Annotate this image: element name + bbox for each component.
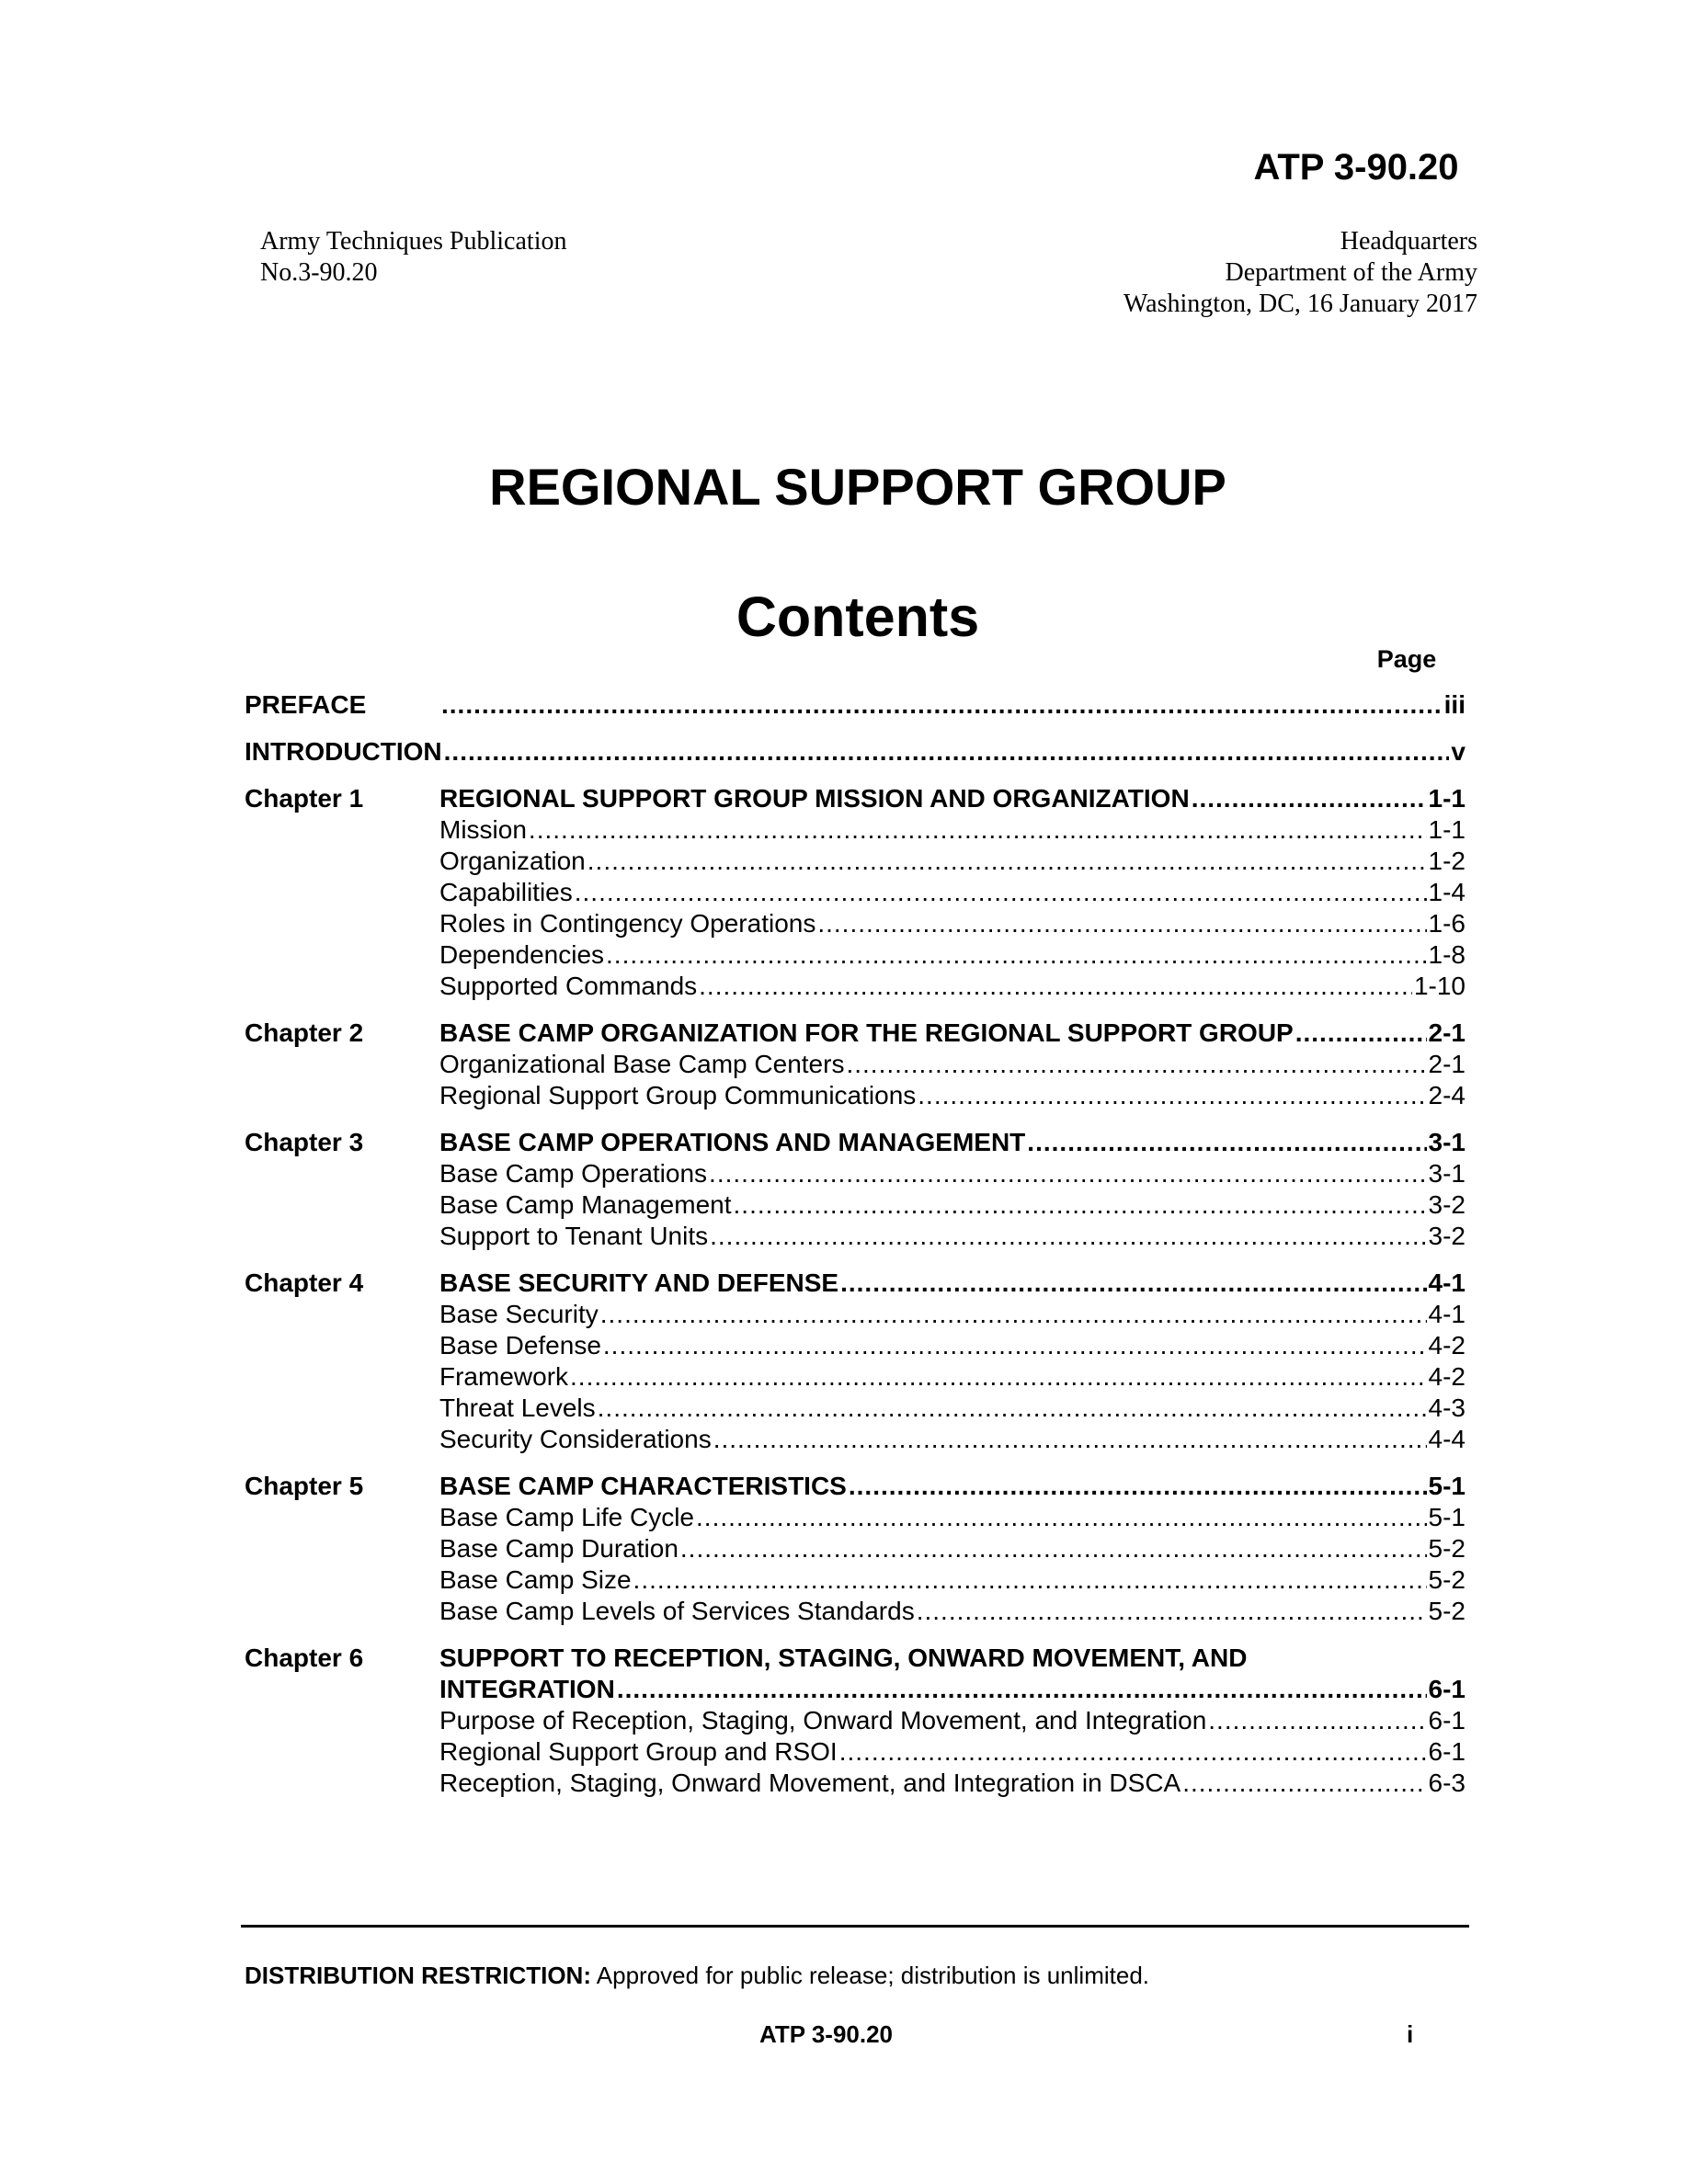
toc-entry[interactable] <box>245 1189 1466 1221</box>
entry-page: 4-2 <box>1428 1362 1466 1391</box>
dot-leader <box>600 1299 1427 1330</box>
headquarters-label: Headquarters <box>1340 227 1477 256</box>
dot-leader <box>1027 1127 1426 1158</box>
entry-title: Base Camp Management <box>439 1190 732 1219</box>
toc-chapter-3 <box>245 1127 1466 1252</box>
entry-title: Threat Levels <box>439 1393 596 1422</box>
chapter-heading[interactable] <box>245 1127 1466 1158</box>
entry-title: Reception, Staging, Onward Movement, and Integration in DSCA <box>439 1769 1181 1797</box>
page-column-label: Page <box>1376 645 1437 673</box>
toc-entry[interactable] <box>245 1361 1466 1393</box>
entry-page: 1-2 <box>1428 847 1466 875</box>
toc-entry[interactable] <box>245 1221 1466 1252</box>
dot-leader <box>587 846 1427 877</box>
toc-entry[interactable] <box>245 1705 1466 1736</box>
dot-leader <box>849 1471 1427 1502</box>
contents-heading: Contents <box>736 586 980 648</box>
toc-preface[interactable] <box>245 689 1466 721</box>
dot-leader <box>917 1596 1427 1627</box>
toc-label: INTRODUCTION <box>245 737 442 766</box>
publication-number: No.3-90.20 <box>260 258 378 287</box>
entry-title: Regional Support Group and RSOI <box>439 1737 838 1766</box>
entry-title: Mission <box>439 815 527 844</box>
entry-page: 3-2 <box>1428 1190 1466 1219</box>
chapter-label: Chapter 4 <box>245 1268 364 1297</box>
chapter-heading-line1[interactable] <box>245 1643 1466 1674</box>
table-of-contents <box>245 689 1466 1814</box>
entry-page: 5-1 <box>1428 1503 1466 1531</box>
dot-leader <box>734 1189 1427 1221</box>
entry-title: Base Camp Size <box>439 1565 632 1594</box>
toc-entry[interactable] <box>245 908 1466 939</box>
chapter-page: 6-1 <box>1428 1675 1466 1703</box>
entry-page: 5-2 <box>1428 1565 1466 1594</box>
dot-leader <box>710 1221 1426 1252</box>
distribution-text: Approved for public release; distribution is unlimited. <box>596 1962 1149 1989</box>
distribution-restriction <box>245 1962 1149 1990</box>
dot-leader <box>1208 1705 1426 1736</box>
toc-label: PREFACE <box>245 690 367 719</box>
dot-leader <box>713 1424 1427 1455</box>
entry-page: 1-8 <box>1428 940 1466 969</box>
entry-title: Base Security <box>439 1300 599 1328</box>
toc-entry[interactable] <box>245 846 1466 877</box>
dot-leader <box>699 971 1412 1002</box>
entry-title: Base Camp Duration <box>439 1534 679 1563</box>
entry-title: Organizational Base Camp Centers <box>439 1050 845 1078</box>
dot-leader <box>441 689 1443 721</box>
chapter-label: Chapter 2 <box>245 1018 364 1047</box>
chapter-title: BASE CAMP CHARACTERISTICS <box>439 1472 847 1500</box>
toc-page: v <box>1451 737 1466 766</box>
dot-leader <box>846 1049 1426 1080</box>
dot-leader <box>575 877 1427 908</box>
chapter-heading[interactable] <box>245 1268 1466 1299</box>
toc-chapter-4 <box>245 1268 1466 1455</box>
toc-entry[interactable] <box>245 939 1466 971</box>
chapter-page: 5-1 <box>1428 1472 1466 1500</box>
entry-page: 1-1 <box>1428 815 1466 844</box>
entry-page: 3-2 <box>1428 1222 1466 1250</box>
toc-introduction[interactable] <box>245 736 1466 768</box>
dot-leader <box>840 1268 1426 1299</box>
toc-entry[interactable] <box>245 1080 1466 1111</box>
chapter-title-line1: SUPPORT TO RECEPTION, STAGING, ONWARD MOVEMENT, AND <box>439 1644 1248 1672</box>
footer-page-number: i <box>1407 2020 1414 2048</box>
entry-title: Security Considerations <box>439 1425 712 1453</box>
entry-page: 6-1 <box>1428 1737 1466 1766</box>
entry-page: 5-2 <box>1428 1597 1466 1625</box>
chapter-label: Chapter 5 <box>245 1472 364 1500</box>
dot-leader <box>1192 783 1427 814</box>
chapter-title: BASE CAMP OPERATIONS AND MANAGEMENT <box>439 1128 1026 1156</box>
entry-title: Purpose of Reception, Staging, Onward Movement, and Integration <box>439 1706 1207 1735</box>
toc-entry[interactable] <box>245 1049 1466 1080</box>
entry-page: 1-4 <box>1428 878 1466 906</box>
entry-title: Base Camp Life Cycle <box>439 1503 695 1531</box>
footer-divider <box>241 1925 1469 1928</box>
chapter-title-line2: INTEGRATION <box>439 1675 615 1703</box>
entry-page: 4-2 <box>1428 1331 1466 1359</box>
entry-page: 4-3 <box>1428 1393 1466 1422</box>
dot-leader <box>529 814 1427 846</box>
dot-leader <box>839 1736 1427 1768</box>
dot-leader <box>1182 1768 1426 1799</box>
entry-title: Capabilities <box>439 878 573 906</box>
chapter-page: 3-1 <box>1428 1128 1466 1156</box>
location-date: Washington, DC, 16 January 2017 <box>1123 290 1477 318</box>
toc-entry[interactable] <box>245 1768 1466 1799</box>
dot-leader <box>598 1393 1427 1424</box>
publication-info <box>260 226 566 289</box>
entry-page: 2-4 <box>1428 1081 1466 1109</box>
chapter-page: 4-1 <box>1428 1268 1466 1297</box>
document-title: REGIONAL SUPPORT GROUP <box>489 458 1226 516</box>
publication-id: ATP 3-90.20 <box>1253 147 1459 188</box>
entry-page: 1-6 <box>1428 909 1466 938</box>
entry-title: Regional Support Group Communications <box>439 1081 917 1109</box>
dot-leader <box>617 1674 1427 1705</box>
dot-leader <box>680 1533 1427 1564</box>
chapter-label: Chapter 3 <box>245 1128 364 1156</box>
entry-title: Supported Commands <box>439 972 698 1000</box>
chapter-heading[interactable] <box>245 1471 1466 1502</box>
dot-leader <box>1295 1018 1427 1049</box>
entry-page: 2-1 <box>1428 1050 1466 1078</box>
entry-page: 1-10 <box>1413 972 1466 1000</box>
chapter-title: REGIONAL SUPPORT GROUP MISSION AND ORGANIZATION <box>439 784 1190 813</box>
chapter-title: BASE CAMP ORGANIZATION FOR THE REGIONAL SUPPORT GROUP <box>439 1018 1294 1047</box>
entry-title: Base Camp Levels of Services Standards <box>439 1597 915 1625</box>
dot-leader <box>817 908 1426 939</box>
dot-leader <box>570 1361 1427 1393</box>
toc-entry[interactable] <box>245 1596 1466 1627</box>
publication-type: Army Techniques Publication <box>260 227 567 256</box>
dot-leader <box>606 939 1427 971</box>
toc-chapter-6 <box>245 1643 1466 1799</box>
toc-entry[interactable] <box>245 1502 1466 1533</box>
toc-entry[interactable] <box>245 814 1466 846</box>
dot-leader <box>633 1564 1427 1596</box>
toc-entry[interactable] <box>245 1424 1466 1455</box>
entry-title: Roles in Contingency Operations <box>439 909 816 938</box>
distribution-label: DISTRIBUTION RESTRICTION: <box>245 1962 591 1989</box>
chapter-heading-line2[interactable] <box>245 1674 1466 1705</box>
footer-publication-id: ATP 3-90.20 <box>759 2020 894 2048</box>
entry-title: Framework <box>439 1362 569 1391</box>
entry-page: 5-2 <box>1428 1534 1466 1563</box>
chapter-heading[interactable] <box>245 1018 1466 1049</box>
toc-entry[interactable] <box>245 1564 1466 1596</box>
entry-title: Base Camp Operations <box>439 1159 708 1188</box>
entry-page: 4-4 <box>1428 1425 1466 1453</box>
entry-page: 3-1 <box>1428 1159 1466 1188</box>
dot-leader <box>918 1080 1426 1111</box>
entry-title: Support to Tenant Units <box>439 1222 709 1250</box>
dot-leader <box>709 1158 1426 1189</box>
issuing-authority <box>1123 226 1477 320</box>
toc-entry[interactable] <box>245 877 1466 908</box>
chapter-page: 2-1 <box>1428 1018 1466 1047</box>
dot-leader <box>603 1330 1427 1361</box>
toc-page: iii <box>1443 690 1466 719</box>
toc-entry[interactable] <box>245 1330 1466 1361</box>
chapter-title: BASE SECURITY AND DEFENSE <box>439 1268 839 1297</box>
entry-page: 6-1 <box>1428 1706 1466 1735</box>
chapter-page: 1-1 <box>1428 784 1466 813</box>
toc-chapter-5 <box>245 1471 1466 1627</box>
toc-chapter-1 <box>245 783 1466 1002</box>
dot-leader <box>444 736 1450 768</box>
chapter-label: Chapter 6 <box>245 1644 364 1672</box>
toc-entry[interactable] <box>245 1533 1466 1564</box>
toc-entry[interactable] <box>245 1736 1466 1768</box>
toc-entry[interactable] <box>245 1158 1466 1189</box>
toc-entry[interactable] <box>245 1393 1466 1424</box>
entry-title: Organization <box>439 847 586 875</box>
department-label: Department of the Army <box>1225 258 1477 287</box>
toc-entry[interactable] <box>245 971 1466 1002</box>
toc-chapter-2 <box>245 1018 1466 1111</box>
chapter-label: Chapter 1 <box>245 784 364 813</box>
chapter-heading[interactable] <box>245 783 1466 814</box>
entry-page: 6-3 <box>1428 1769 1466 1797</box>
entry-page: 4-1 <box>1428 1300 1466 1328</box>
dot-leader <box>696 1502 1427 1533</box>
entry-title: Base Defense <box>439 1331 601 1359</box>
entry-title: Dependencies <box>439 940 605 969</box>
toc-entry[interactable] <box>245 1299 1466 1330</box>
